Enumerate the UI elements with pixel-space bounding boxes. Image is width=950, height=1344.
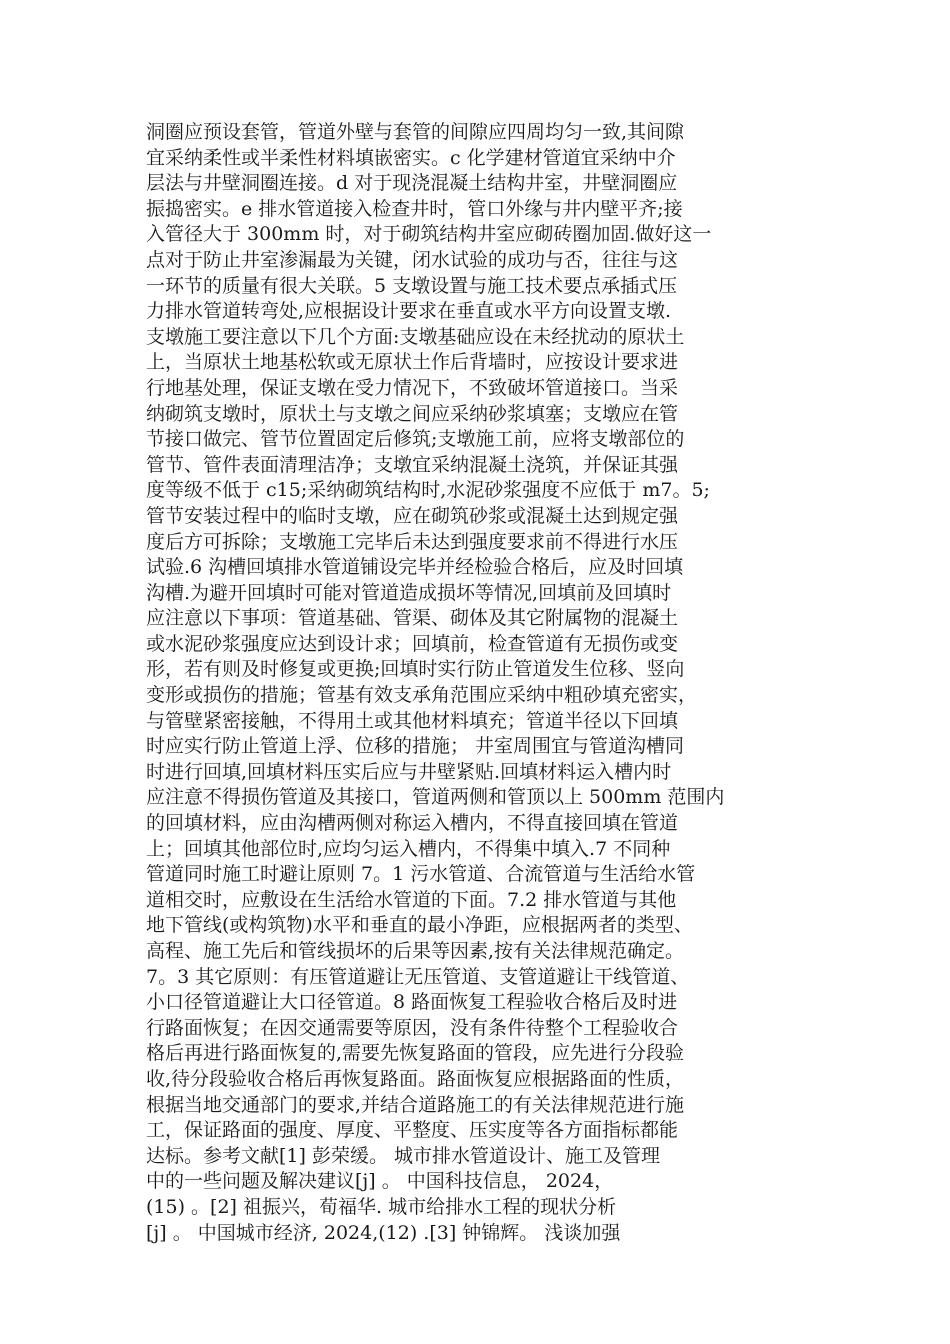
text-line: 应注意以下事项：管道基础、管渠、砌体及其它附属物的混凝土 (146, 607, 679, 630)
text-line: 7。3 其它原则：有压管道避让无压管道、支管道避让干线管道、 (146, 965, 690, 988)
text-line: 点对于防止井室渗漏最为关键，闭水试验的成功与否，往往与这 (146, 248, 679, 271)
text-line: 或水泥砂浆强度应达到设计求；回填前，检查管道有无损伤或变 (146, 632, 679, 655)
text-line: 行路面恢复；在因交通需要等原因，没有条件待整个工程验收合 (146, 1016, 679, 1039)
text-line: 工，保证路面的强度、厚度、平整度、压实度等各方面指标都能 (146, 1119, 679, 1142)
text-line: 形，若有则及时修复或更换;回填时实行防止管道发生位移、竖向 (146, 658, 685, 681)
text-line: 小口径管道避让大口径管道。8 路面恢复工程验收合格后及时进 (146, 991, 678, 1014)
text-line: 层法与井壁洞圈连接。d 对于现浇混凝土结构井室，井壁洞圈应 (146, 172, 678, 195)
text-line: 变形或损伤的措施；管基有效支承角范围应采纳中粗砂填充密实， (146, 684, 698, 707)
text-line: 收,待分段验收合格后再恢复路面。路面恢复应根据路面的性质， (146, 1067, 685, 1090)
text-line: 度等级不低于 c15;采纳砌筑结构时,水泥砂浆强度不应低于 m7。5; (146, 479, 710, 502)
text-line: 纳砌筑支墩时，原状土与支墩之间应采纳砂浆填塞；支墩应在管 (146, 402, 679, 425)
text-line: 宜采纳柔性或半柔性材料填嵌密实。c 化学建材管道宜采纳中介 (146, 146, 676, 169)
text-line: 上；回填其他部位时,应均匀运入槽内，不得集中填入.7 不同种 (146, 837, 671, 860)
text-line: 管节、管件表面清理洁净；支墩宜采纳混凝土浇筑，并保证其强 (146, 453, 679, 476)
text-line: 沟槽.为避开回填时可能对管道造成损坏等情况,回填前及回填时 (146, 581, 672, 604)
text-line: 节接口做完、管节位置固定后修筑;支墩施工前，应将支墩部位的 (146, 428, 685, 451)
text-line: 高程、施工先后和管线损坏的后果等因素,按有关法律规范确定。 (146, 940, 685, 962)
text-line: 时应实行防止管道上浮、位移的措施； 井室周围宜与管道沟槽同 (146, 735, 685, 758)
text-line: 力排水管道转弯处,应根据设计要求在垂直或水平方向设置支墩. (146, 300, 672, 323)
text-line: 根据当地交通部门的要求,并结合道路施工的有关法律规范进行施 (146, 1093, 685, 1116)
text-line: 的回填材料，应由沟槽两侧对称运入槽内，不得直接回填在管道 (146, 812, 679, 835)
text-line: 上，当原状土地基松软或无原状土作后背墙时，应按设计要求进 (146, 351, 679, 374)
text-line: 度后方可拆除；支墩施工完毕后未达到强度要求前不得进行水压 (146, 530, 679, 553)
text-line: 应注意不得损伤管道及其接口，管道两侧和管顶以上 500mm 范围内 (146, 786, 725, 809)
text-line: 管节安装过程中的临时支墩，应在砌筑砂浆或混凝土达到规定强 (146, 504, 679, 527)
text-line: [j] 。 中国城市经济, 2024,(12) .[3] 钟锦辉。 浅谈加强 (146, 1221, 621, 1244)
text-line: 振捣密实。e 排水管道接入检查井时，管口外缘与井内壁平齐;接 (146, 197, 683, 220)
text-line: (15) 。[2] 祖振兴，荀福华. 城市给排水工程的现状分析 (146, 1195, 617, 1218)
body-text (146, 120, 806, 1246)
text-line: 支墩施工要注意以下几个方面:支墩基础应设在未经扰动的原状土 (146, 325, 685, 348)
text-line: 行地基处理，保证支墩在受力情况下，不致破坏管道接口。当采 (146, 376, 679, 399)
text-line: 管道同时施工时避让原则 7。1 污水管道、合流管道与生活给水管 (146, 863, 696, 886)
text-line: 与管壁紧密接触，不得用土或其他材料填充；管道半径以下回填 (146, 709, 679, 732)
text-line: 时进行回填,回填材料压实后应与井壁紧贴.回填材料运入槽内时 (146, 760, 672, 783)
text-line: 中的一些问题及解决建议[j] 。 中国科技信息， 2024， (146, 1170, 614, 1193)
text-line: 洞圈应预设套管，管道外壁与套管的间隙应四周均匀一致,其间隙 (146, 121, 685, 143)
text-line: 试验.6 沟槽回填排水管道铺设完毕并经检验合格后，应及时回填 (146, 556, 684, 579)
text-line: 地下管线(或构筑物)水平和垂直的最小净距，应根据两者的类型、 (146, 914, 693, 937)
text-line: 达标。参考文献[1] 彭荣缓。 城市排水管道设计、施工及管理 (146, 1144, 660, 1167)
text-line: 格后再进行路面恢复的,需要先恢复路面的管段，应先进行分段验 (146, 1042, 685, 1065)
text-line: 道相交时，应敷设在生活给水管道的下面。7.2 排水管道与其他 (146, 888, 677, 911)
text-line: 一环节的质量有很大关联。5 支墩设置与施工技术要点承插式压 (146, 274, 678, 297)
text-line: 入管径大于 300mm 时，对于砌筑结构井室应砌砖圈加固.做好这一 (146, 223, 712, 246)
